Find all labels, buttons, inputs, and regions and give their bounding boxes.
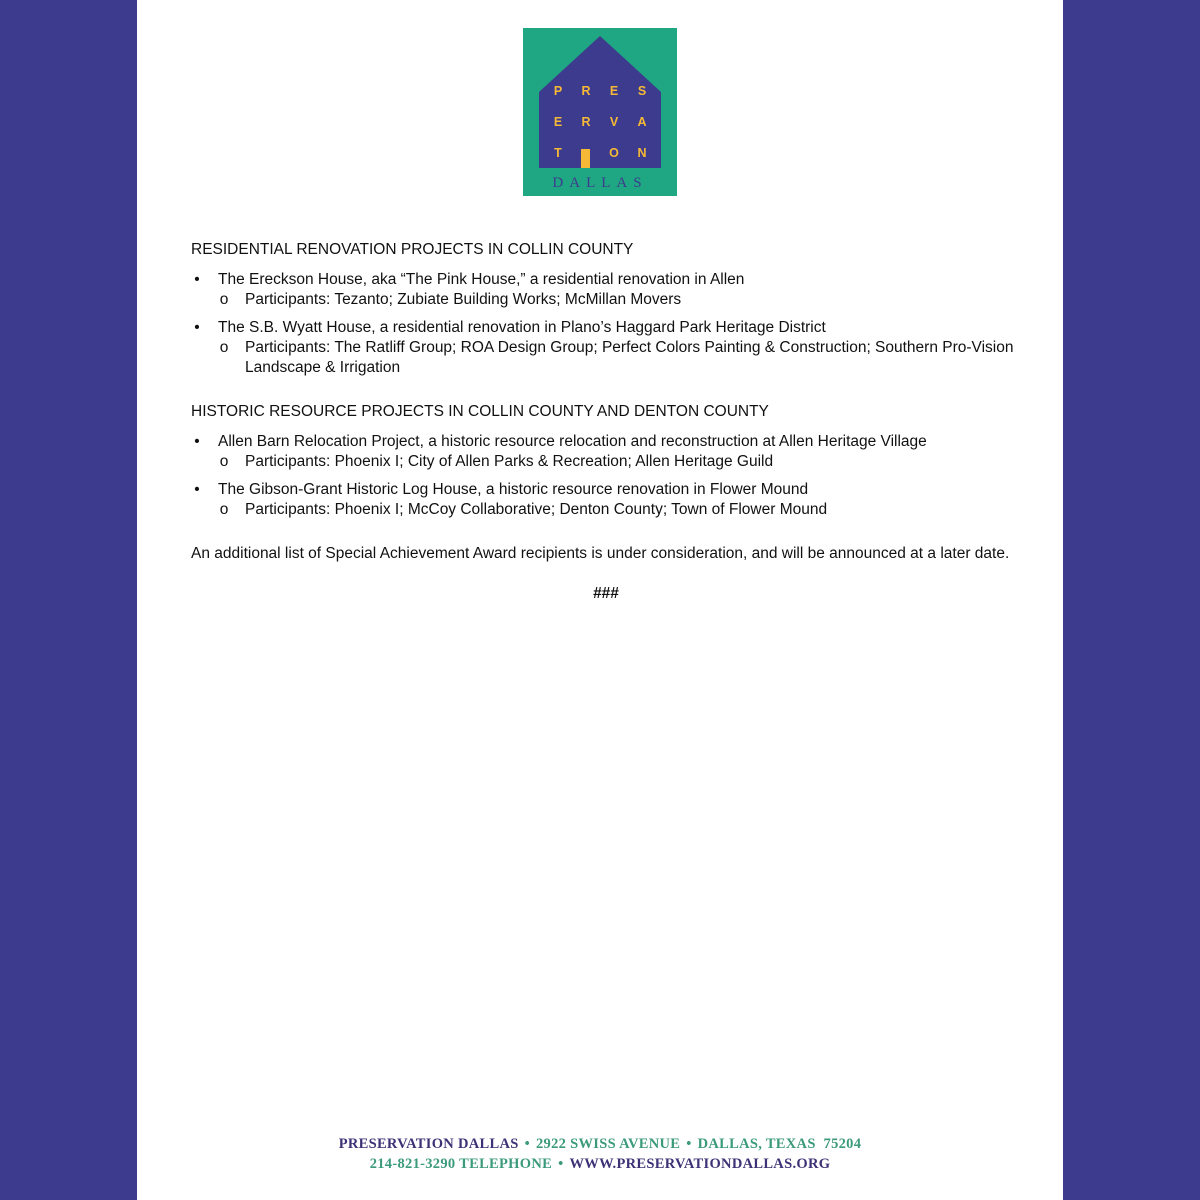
- participants-text: Participants: Phoenix I; McCoy Collaborative; Denton County; Town of Flower Mound: [245, 501, 828, 518]
- residential-project-list: [191, 270, 1021, 378]
- participants-item: [218, 452, 1021, 472]
- logo-house-graphic: [523, 28, 677, 196]
- logo-letter: A: [637, 115, 647, 129]
- footer-separator: •: [558, 1156, 564, 1172]
- project-title: The S.B. Wyatt House, a residential renovation in Plano’s Haggard Park Heritage District: [218, 319, 826, 336]
- bullet-marker: •: [194, 271, 200, 288]
- closing-paragraph: An additional list of Special Achievement Award recipients is under consideration, and will be announced at a later date.: [191, 545, 1010, 562]
- historic-project-list: [191, 432, 1021, 520]
- sub-bullet-marker: o: [219, 453, 229, 470]
- letterhead-footer: [137, 1134, 1063, 1174]
- logo-letter: O: [609, 146, 619, 160]
- logo-letter: S: [637, 84, 647, 98]
- footer-website[interactable]: WWW.PRESERVATIONDALLAS.ORG: [569, 1156, 831, 1172]
- participants-text: Participants: Tezanto; Zubiate Building Works; McMillan Movers: [245, 291, 682, 308]
- sub-bullet-marker: o: [219, 291, 229, 308]
- footer-org-name: PRESERVATION DALLAS: [338, 1136, 519, 1152]
- project-title: The Ereckson House, aka “The Pink House,” a residential renovation in Allen: [218, 271, 745, 288]
- participants-item: [218, 290, 1021, 310]
- participants-list: [218, 338, 1021, 378]
- list-item: [191, 432, 1021, 472]
- list-item: [191, 270, 1021, 310]
- participants-list: [218, 452, 1021, 472]
- logo-letter: E: [553, 115, 563, 129]
- logo-letter: V: [609, 115, 619, 129]
- footer-line-2: [137, 1154, 1063, 1174]
- bullet-marker: •: [194, 481, 200, 498]
- document-body: [191, 240, 1021, 604]
- bullet-marker: •: [194, 433, 200, 450]
- footer-separator: •: [524, 1136, 530, 1152]
- list-item: [191, 318, 1021, 378]
- logo-door: [581, 149, 590, 168]
- document-page: [137, 0, 1063, 1200]
- project-title: Allen Barn Relocation Project, a historic resource relocation and reconstruction at Allen Heritage Village: [218, 433, 927, 450]
- participants-text: Participants: The Ratliff Group; ROA Design Group; Perfect Colors Painting & Construction; Southern Pro-Vision Landscape & Irrigation: [245, 339, 1014, 376]
- participants-list: [218, 500, 1021, 520]
- section-heading-residential: RESIDENTIAL RENOVATION PROJECTS IN COLLIN COUNTY: [191, 241, 634, 258]
- footer-city: DALLAS, TEXAS 75204: [697, 1136, 862, 1152]
- logo-city-text: DALLAS: [552, 175, 648, 191]
- footer-address: 2922 SWISS AVENUE: [535, 1136, 681, 1152]
- logo-letter: P: [553, 84, 563, 98]
- logo-letter: R: [581, 84, 591, 98]
- participants-text: Participants: Phoenix I; City of Allen Parks & Recreation; Allen Heritage Guild: [245, 453, 774, 470]
- logo-letter: E: [609, 84, 619, 98]
- footer-line-1: [137, 1134, 1063, 1154]
- end-of-release-mark: ###: [593, 585, 619, 602]
- logo-letter: R: [581, 115, 591, 129]
- preservation-dallas-logo: [523, 28, 677, 196]
- project-title: The Gibson-Grant Historic Log House, a historic resource renovation in Flower Mound: [218, 481, 809, 498]
- participants-item: [218, 500, 1021, 520]
- logo-letter: N: [637, 146, 647, 160]
- logo-letter: T: [554, 146, 562, 160]
- participants-item: [218, 338, 1021, 378]
- list-item: [191, 480, 1021, 520]
- participants-list: [218, 290, 1021, 310]
- footer-phone: 214-821-3290 TELEPHONE: [369, 1156, 553, 1172]
- section-heading-historic: HISTORIC RESOURCE PROJECTS IN COLLIN COUNTY AND DENTON COUNTY: [191, 403, 769, 420]
- footer-separator: •: [686, 1136, 692, 1152]
- sub-bullet-marker: o: [219, 501, 229, 518]
- bullet-marker: •: [194, 319, 200, 336]
- sub-bullet-marker: o: [219, 339, 229, 356]
